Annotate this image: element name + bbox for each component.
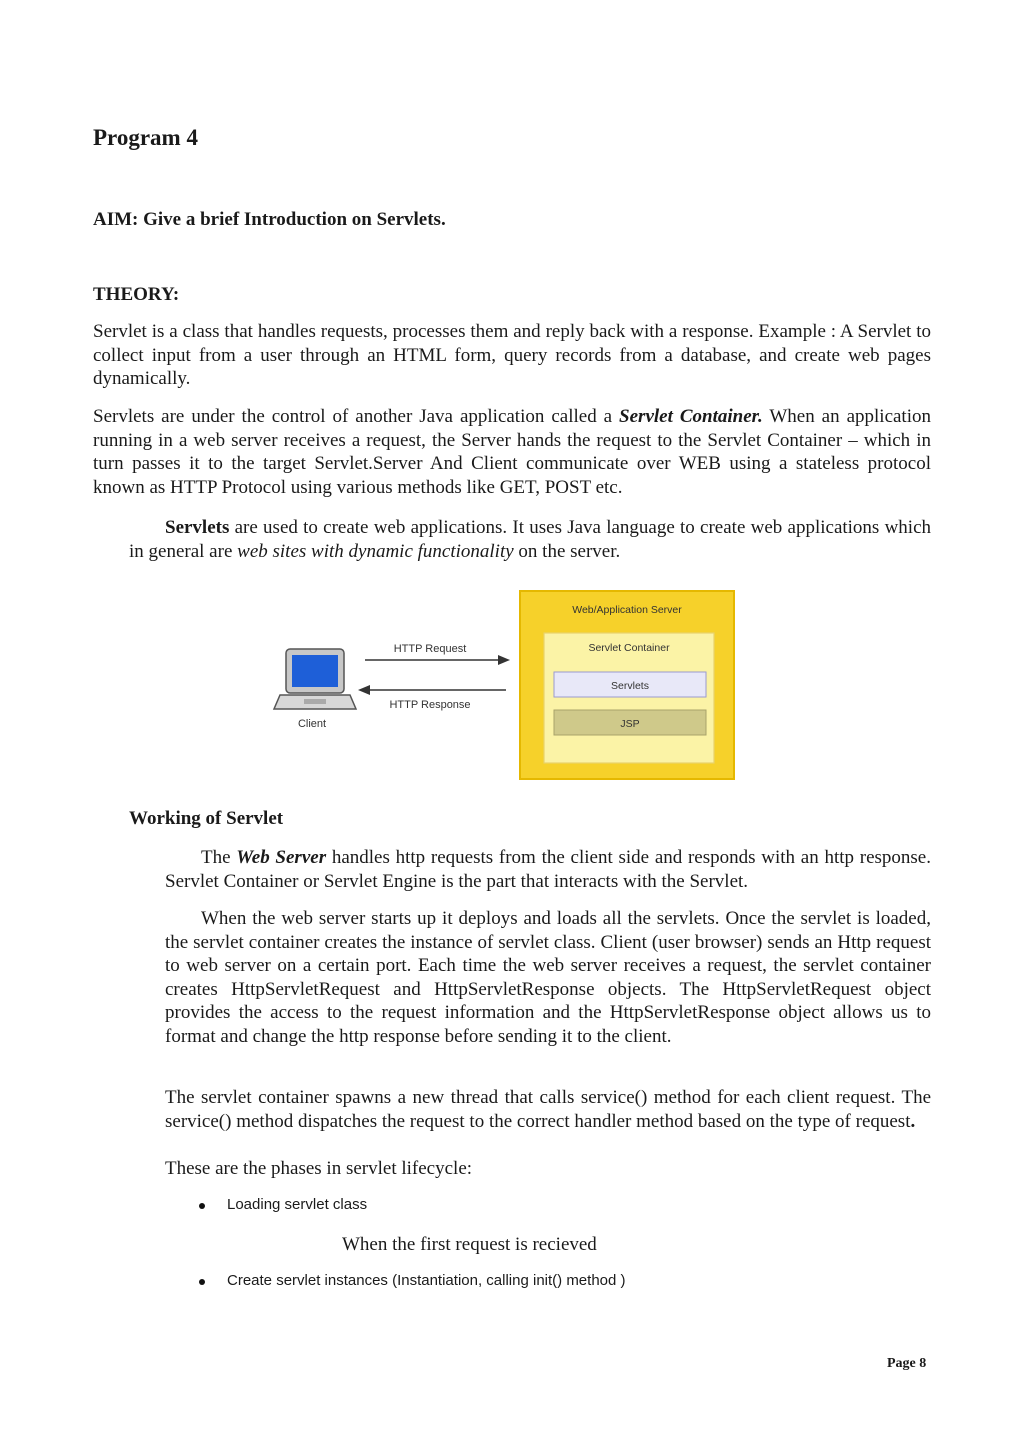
working-paragraph-2: When the web server starts up it deploys and loads all the servlets. Once the servlet is loaded, the servlet container creates the instance of servlet class. Client (user browser) sends an Http request to web server on a certain port. Each time the web server receives a request, the servlet container creates HttpServletRequest and HttpServletResponse objects. The HttpServletRequest object provides the access to the request information and the HttpServletResponse object allows us to format and change the http response before sending it to the client. [165,908,931,1047]
bullet-item-loading: Loading servlet class [227,1196,368,1213]
bullet-item-instantiation: Create servlet instances (Instantiation, calling init() method ) [227,1272,626,1289]
request-label: HTTP Request [393,643,467,655]
phases-intro: These are the phases in servlet lifecycle: [165,1158,473,1179]
theory-paragraph-1: Servlet is a class that handles requests, processes them and reply back with a response. Example : A Servlet to collect input from a user through an HTML form, query records from a database, and create web pages dynamically. [93,321,931,389]
page-number: Page 8 [887,1356,927,1371]
theory-paragraph-2: Servlets are under the control of another Java application called a Servlet Container. When an application running in a web server receives a request, the Server hands the request to the Servlet Container – which in turn passes it to the target Servlet.Server And Client communicate over WEB using a stateless protocol known as HTTP Protocol using various methods like GET, POST etc. [93,406,931,498]
working-heading: Working of Servlet [129,808,284,829]
client-laptop-icon [274,649,356,709]
bullet-icon [199,1279,205,1285]
request-arrow [498,655,510,665]
program-title: Program 4 [93,125,198,150]
servlet-architecture-diagram [270,585,740,785]
response-label: HTTP Response [389,699,471,711]
bullet-note: When the first request is recieved [342,1234,597,1255]
theory-heading: THEORY: [93,284,180,305]
web-server-label: Web/Application Server [572,604,682,616]
client-label: Client [297,718,327,730]
bullet-icon [199,1203,205,1209]
working-paragraph-1: The Web Server handles http requests from the client side and responds with an http response. Servlet Container or Servlet Engine is the part that interacts with the Servlet. [165,847,931,892]
aim-line: AIM: Give a brief Introduction on Servlets. [93,209,446,230]
servlet-container-label: Servlet Container [588,642,670,654]
theory-paragraph-3: Servlets are used to create web applications. It uses Java language to create web applications which in general are web sites with dynamic functionality on the server. [129,517,931,562]
response-arrow [358,685,370,695]
working-paragraph-3: The servlet container spawns a new thread that calls service() method for each client request. The service() method dispatches the request to the correct handler method based on the type of request. [165,1087,931,1132]
jsp-label: JSP [620,718,640,730]
servlets-label: Servlets [611,680,649,692]
